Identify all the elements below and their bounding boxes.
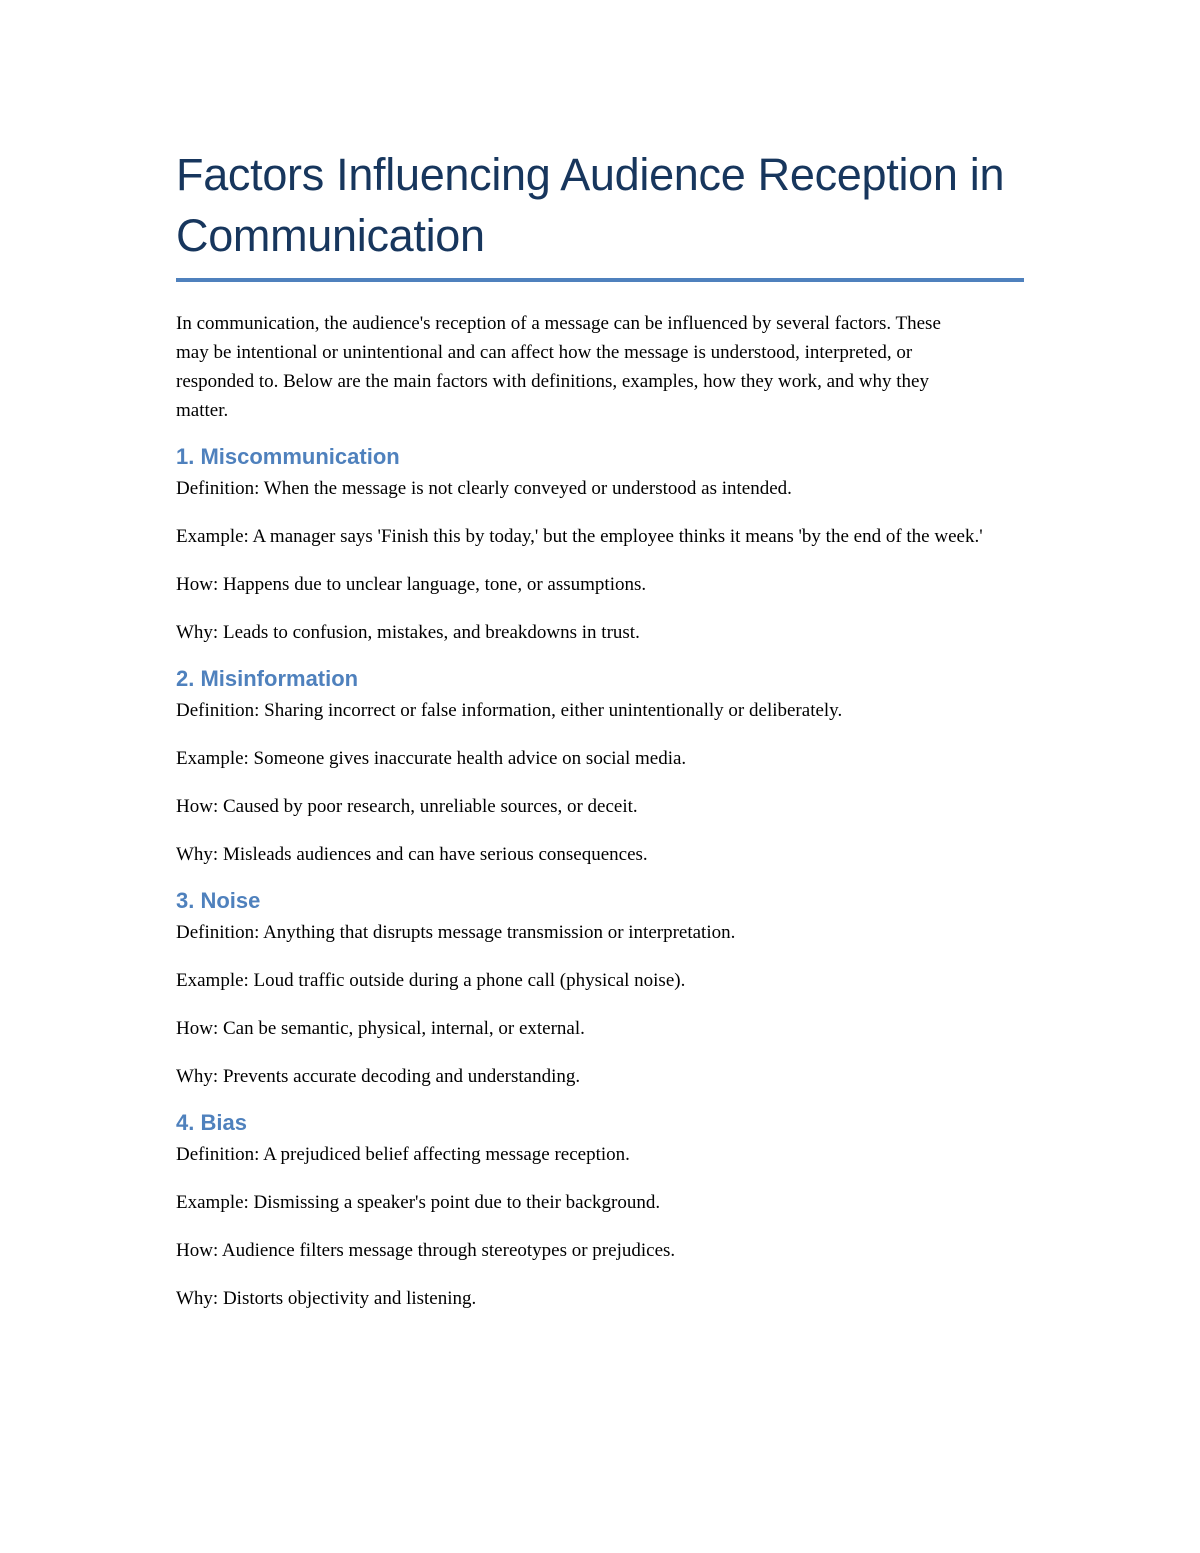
definition-paragraph: Definition: A prejudiced belief affecting message reception. bbox=[176, 1144, 630, 1165]
example-paragraph: Example: Dismissing a speaker's point due to their background. bbox=[176, 1192, 661, 1213]
example-paragraph: Example: A manager says 'Finish this by today,' but the employee thinks it means 'by the end of the week.' bbox=[176, 526, 983, 547]
example-paragraph: Example: Loud traffic outside during a phone call (physical noise). bbox=[176, 970, 686, 991]
how-paragraph: How: Can be semantic, physical, internal, or external. bbox=[176, 1018, 585, 1039]
definition-paragraph: Definition: Anything that disrupts message transmission or interpretation. bbox=[176, 922, 736, 943]
section-heading: 3. Noise bbox=[176, 888, 261, 913]
why-paragraph: Why: Distorts objectivity and listening. bbox=[176, 1288, 477, 1309]
definition-paragraph: Definition: When the message is not clearly conveyed or understood as intended. bbox=[176, 478, 792, 499]
why-paragraph: Why: Leads to confusion, mistakes, and breakdowns in trust. bbox=[176, 622, 640, 643]
how-paragraph: How: Caused by poor research, unreliable sources, or deceit. bbox=[176, 796, 638, 817]
section-bias bbox=[176, 1108, 1024, 1313]
why-paragraph: Why: Misleads audiences and can have serious consequences. bbox=[176, 844, 648, 865]
section-miscommunication bbox=[176, 442, 1024, 647]
section-misinformation bbox=[176, 664, 1024, 869]
definition-paragraph: Definition: Sharing incorrect or false information, either unintentionally or deliberately. bbox=[176, 700, 843, 721]
document-page bbox=[176, 144, 1024, 1313]
how-paragraph: How: Happens due to unclear language, tone, or assumptions. bbox=[176, 574, 647, 595]
title-divider bbox=[176, 278, 1024, 282]
example-paragraph: Example: Someone gives inaccurate health advice on social media. bbox=[176, 748, 687, 769]
why-paragraph: Why: Prevents accurate decoding and understanding. bbox=[176, 1066, 581, 1087]
intro-paragraph: In communication, the audience's reception of a message can be influenced by several factors. These may be intentional or unintentional and can affect how the message is understood, interpreted, or responded to. Below are the main factors with definitions, examples, how they work, and why they matter. bbox=[176, 313, 941, 421]
section-noise bbox=[176, 886, 1024, 1091]
section-heading: 4. Bias bbox=[176, 1110, 247, 1135]
how-paragraph: How: Audience filters message through stereotypes or prejudices. bbox=[176, 1240, 676, 1261]
document-title: Factors Influencing Audience Reception in Communication bbox=[176, 149, 1005, 261]
section-heading: 1. Miscommunication bbox=[176, 444, 400, 469]
section-heading: 2. Misinformation bbox=[176, 666, 359, 691]
